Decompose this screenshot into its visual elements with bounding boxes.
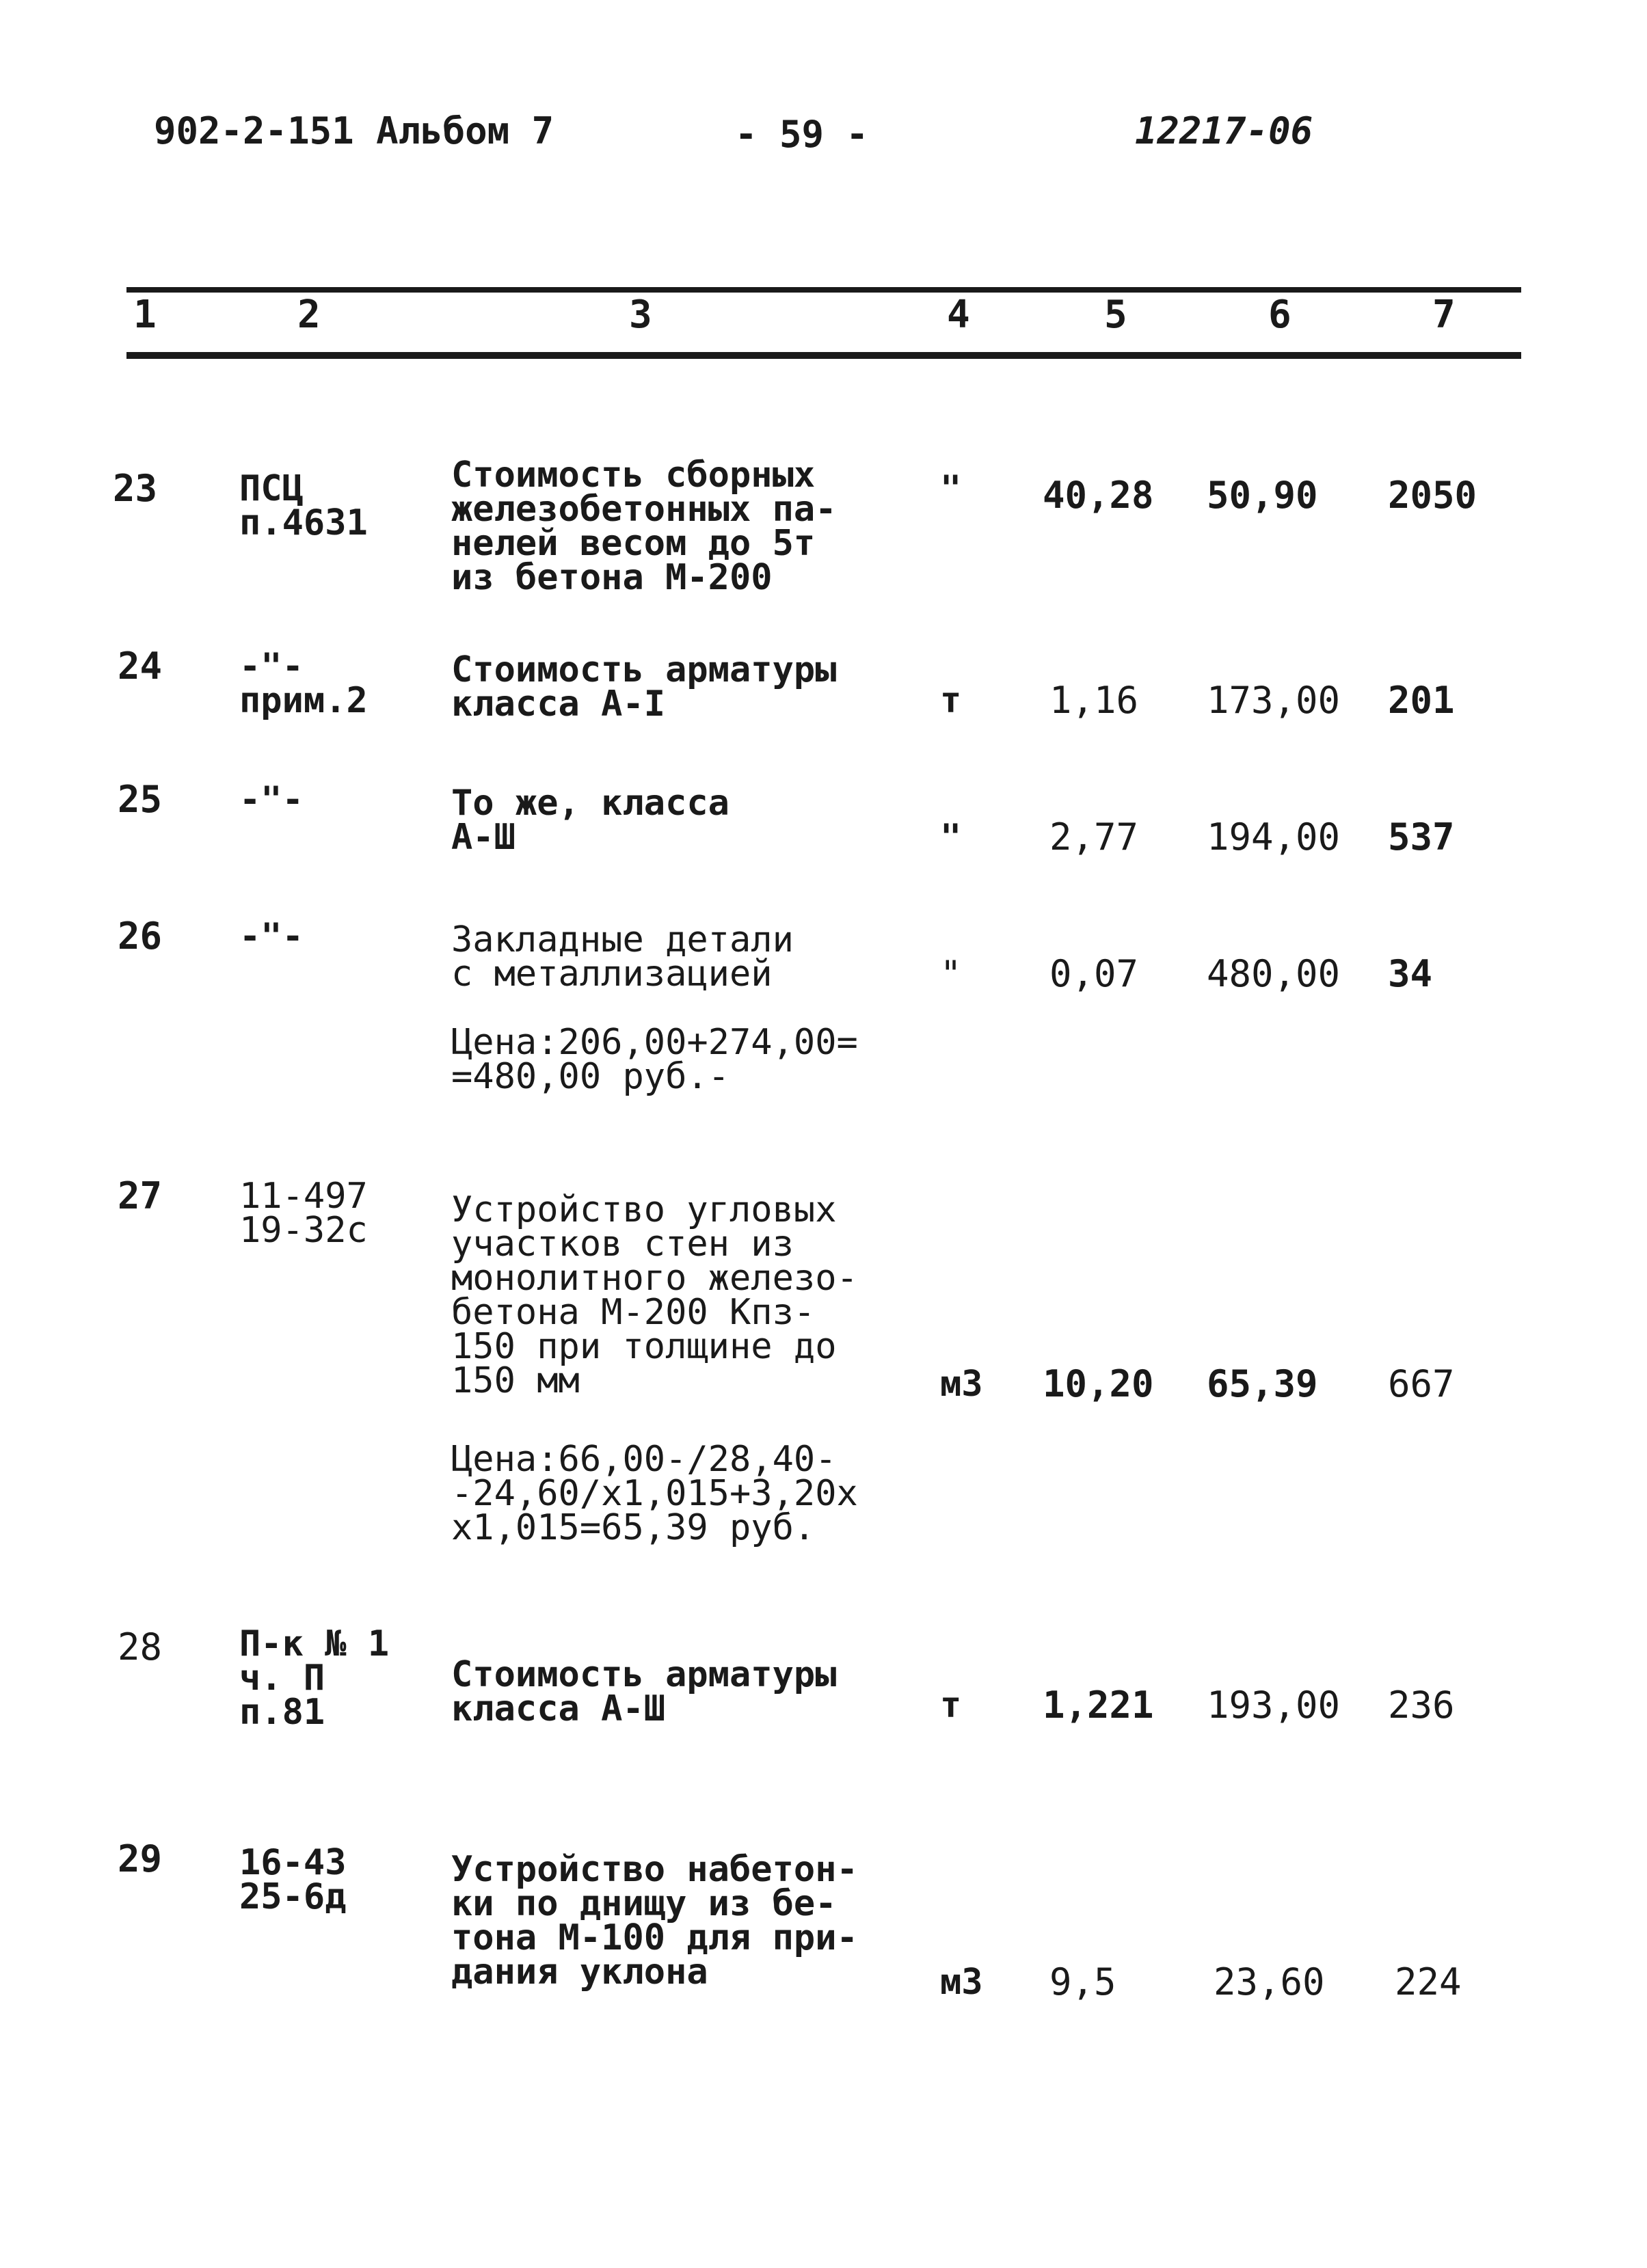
price-code: -"- [239, 916, 304, 957]
page-number: - 59 - [735, 113, 869, 156]
unit: м3 [940, 1364, 983, 1405]
row-number: 29 [118, 1837, 163, 1880]
unit-price: 23,60 [1214, 1960, 1325, 2003]
price-code: -"- прим.2 [239, 646, 368, 721]
unit: т [940, 1685, 962, 1726]
unit: м3 [940, 1962, 983, 2003]
total-cost: 34 [1388, 952, 1433, 995]
total-cost: 236 [1388, 1684, 1455, 1727]
row-number: 27 [118, 1174, 163, 1217]
sheet-number: 12217-06 [1135, 109, 1313, 152]
price-calculation-note: Цена:66,00-/28,40- -24,60/х1,015+3,20х х1,015=65,39 руб. [451, 1439, 858, 1548]
quantity: 2,77 [1049, 815, 1139, 859]
row-number: 24 [118, 645, 163, 688]
item-description: Стоимость арматуры класса А-I [451, 649, 837, 725]
quantity: 1,221 [1043, 1684, 1154, 1727]
item-description: Стоимость арматуры класса А-Ш [451, 1654, 837, 1729]
unit-price: 193,00 [1207, 1684, 1341, 1727]
quantity: 40,28 [1043, 474, 1154, 517]
unit-price: 50,90 [1207, 474, 1318, 517]
unit: " [940, 954, 962, 995]
item-description: Устройство набетон- ки по днищу из бе- тона М-100 для при- дания уклона [451, 1849, 858, 1993]
quantity: 10,20 [1043, 1362, 1154, 1405]
total-cost: 201 [1388, 679, 1455, 722]
unit-price: 480,00 [1207, 952, 1341, 995]
item-description: Закладные детали с металлизацией [451, 919, 794, 995]
row-number: 26 [118, 915, 163, 958]
price-calculation-note: Цена:206,00+274,00= =480,00 руб.- [451, 1022, 858, 1097]
unit-price: 173,00 [1207, 679, 1341, 722]
price-code: ПСЦ п.4631 [239, 468, 368, 543]
unit: " [940, 817, 962, 858]
total-cost: 537 [1388, 815, 1455, 859]
row-number: 23 [113, 467, 158, 510]
column-header-1: 1 [133, 293, 157, 337]
price-code: -"- [239, 779, 304, 820]
table-top-rule [126, 287, 1521, 293]
column-header-3: 3 [629, 293, 652, 337]
price-code: 11-497 19-32с [239, 1176, 368, 1251]
total-cost: 667 [1388, 1362, 1455, 1405]
unit: " [940, 468, 962, 509]
column-header-2: 2 [297, 293, 321, 337]
quantity: 0,07 [1049, 952, 1139, 995]
unit-price: 194,00 [1207, 815, 1341, 859]
row-number: 28 [118, 1625, 163, 1669]
column-header-7: 7 [1432, 293, 1456, 337]
table-header-rule [126, 352, 1521, 359]
column-header-4: 4 [947, 293, 970, 337]
column-header-5: 5 [1104, 293, 1127, 337]
price-code: 16-43 25-6д [239, 1842, 347, 1917]
unit-price: 65,39 [1207, 1362, 1318, 1405]
total-cost: 224 [1395, 1960, 1462, 2003]
quantity: 9,5 [1049, 1960, 1116, 2003]
quantity: 1,16 [1049, 679, 1139, 722]
item-description: Устройство угловых участков стен из монолитного железо- бетона М-200 Кпз- 150 при толщине до 150 мм [451, 1189, 858, 1401]
item-description: То же, класса А-Ш [451, 783, 729, 858]
total-cost: 2050 [1388, 474, 1477, 517]
price-code: П-к № 1 ч. П п.81 [239, 1623, 390, 1733]
document-code: 902-2-151 Альбом 7 [154, 109, 554, 152]
column-header-6: 6 [1268, 293, 1291, 337]
row-number: 25 [118, 778, 163, 821]
item-description: Стоимость сборных железобетонных па- нелей весом до 5т из бетона М-200 [451, 455, 837, 598]
unit: т [940, 680, 962, 721]
